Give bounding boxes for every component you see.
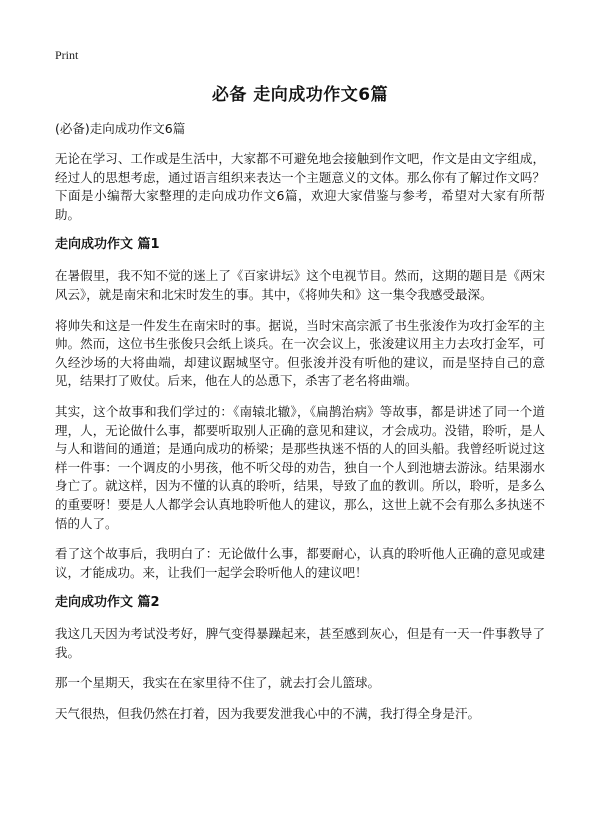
document-body xyxy=(55,120,545,736)
document-title: 必备 走向成功作文6篇 xyxy=(211,85,389,105)
section-2-paragraph-3: 天气很热，但我仍然在打着，因为我要发泄我心中的不满，我打得全身是汗。 xyxy=(55,706,481,722)
print-label: Print xyxy=(55,48,79,62)
section-1-paragraph-4: 看了这个故事后，我明白了：无论做什么事，都要耐心，认真的聆听他人正确的意见或建议，才能成功。来，让我们一起学会聆听他人的建议吧！ xyxy=(55,546,545,580)
section-heading-1: 走向成功作文 篇1 xyxy=(55,237,160,253)
section-1-paragraph-3: 其实，这个故事和我们学过的：《南辕北辙》，《扁鹊治病》等故事，都是讲述了同一个道理，人，无论做什么事，都要听取别人正确的意见和建议，才会成功。没错，聆听，是人与人和谐间的通道；是通向成功的桥梁；是那些执迷不悟的人的回头船。我曾经听说过这样一件事：一个调皮的小男孩，他不听父母的劝告，独自一个人到池塘去游泳。结果溺水身亡了。就这样，因为不懂的认真的聆听，结果，导致了血的教训。所以，聆听，是多么的重要呀！要是人人都学会认真地聆听他人的建议，那么，这世上就不会有那么多执迷不悟的人了。 xyxy=(55,403,545,531)
section-heading-2: 走向成功作文 篇2 xyxy=(55,595,160,611)
section-2-paragraph-2: 那一个星期天，我实在在家里待不住了，就去打会儿篮球。 xyxy=(55,675,381,691)
section-1-paragraph-2: 将帅失和这是一件发生在南宋时的事。据说，当时宋高宗派了书生张浚作为攻打金军的主帅。然而，这位书生张俊只会纸上谈兵。在一次会议上，张浚建议用主力去攻打金军，可久经沙场的大将曲端，却建议踞城坚守。但张浚并没有听他的建议，而是坚持自己的意见，结果打了败仗。后来，他在人的怂恿下，杀害了老名将曲端。 xyxy=(55,317,545,389)
document-subtitle: (必备)走向成功作文6篇 xyxy=(55,121,186,136)
section-2-paragraph-1: 我这几天因为考试没考好，脾气变得暴躁起来，甚至感到灰心，但是有一天一件事教导了我。 xyxy=(55,626,545,660)
section-1-paragraph-1: 在暑假里，我不知不觉的迷上了《百家讲坛》这个电视节目。然而，这期的题目是《两宋风云》，就是南宋和北宋时发生的事。其中，《将帅失和》这一集令我感受最深。 xyxy=(55,268,545,302)
intro-paragraph: 无论在学习、工作或是生活中，大家都不可避免地会接触到作文吧，作文是由文字组成，经过人的思想考虑，通过语言组织来表达一个主题意义的文体。那么你有了解过作文吗？下面是小编帮大家整理的走向成功作文6篇，欢迎大家借鉴与参考，希望对大家有所帮助。 xyxy=(55,151,545,222)
